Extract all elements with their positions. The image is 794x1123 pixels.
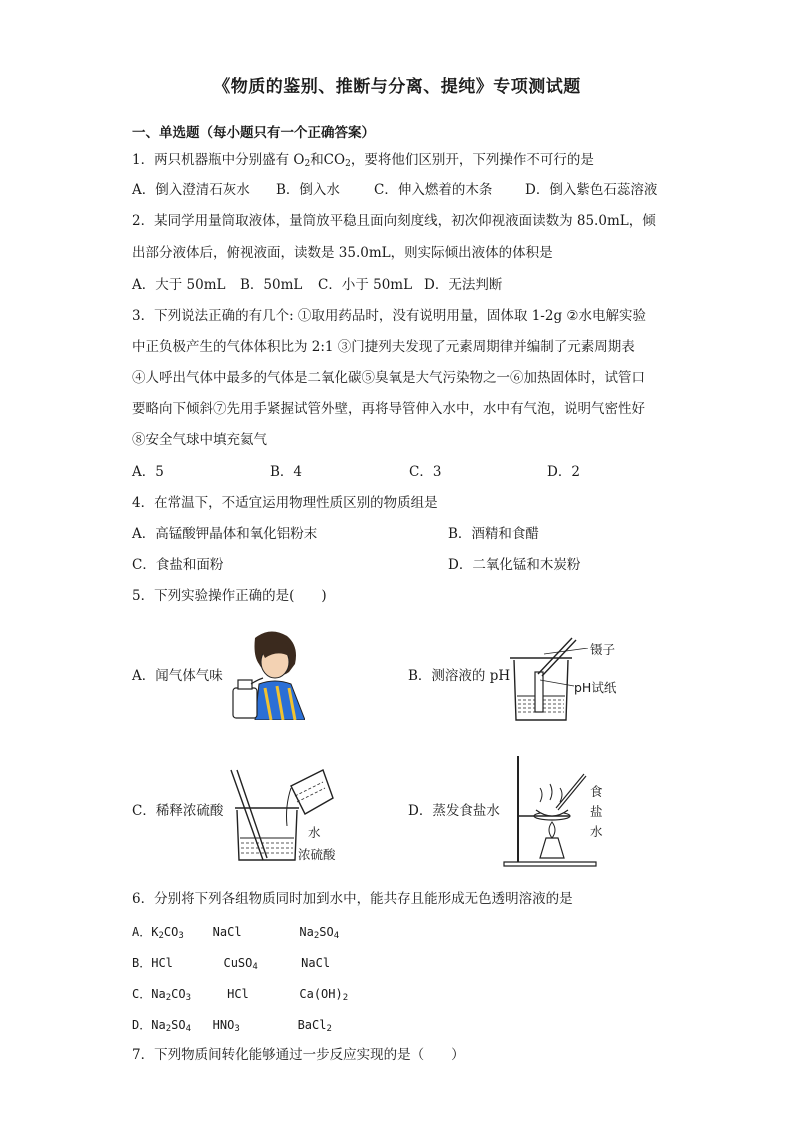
label-water: 水	[308, 825, 321, 840]
label-ph-paper: pH试纸	[574, 680, 617, 695]
alcohol-lamp	[540, 838, 564, 858]
q5-option-b: B．测溶液的 pH	[408, 668, 511, 684]
question-3-line-1: 3．下列说法正确的有几个: ①取用药品时，没有说明用量，固体取 1-2g ②水电解实验	[132, 308, 646, 324]
q4-option-b: B．酒精和食醋	[448, 526, 539, 542]
bottle-shape	[233, 688, 257, 718]
question-2-line-1: 2．某同学用量筒取液体，量筒放平稳且面向刻度线，初次仰视液面读数为 85.0mL，倾	[132, 213, 656, 229]
question-3-line-3: ④人呼出气体中最多的气体是二氧化碳⑤臭氧是大气污染物之一⑥加热固体时，试管口	[132, 370, 645, 386]
question-3-line-5: ⑧安全气球中填充氦气	[132, 432, 267, 448]
q2-option-c: C．小于 50mL	[318, 277, 413, 293]
q3-option-a: A．5	[132, 464, 164, 480]
page-title: 《物质的鉴别、推断与分离、提纯》专项测试题	[213, 77, 581, 97]
glass-rod-shape	[556, 774, 586, 810]
q1-option-b: B．倒入水	[276, 182, 340, 198]
q1-option-d: D．倒入紫色石蕊溶液	[525, 182, 658, 198]
steam-lines	[540, 784, 562, 802]
q5-option-d: D．蒸发食盐水	[408, 803, 500, 819]
question-5-stem: 5．下列实验操作正确的是( )	[132, 588, 327, 604]
question-1-stem: 1．两只机器瓶中分别盛有 $O_2$和$CO_2$，要将他们区别开，下列操作不可行的是	[132, 152, 594, 169]
smelling-gas-figure	[225, 628, 305, 720]
glass-rod-shape	[231, 770, 267, 860]
evaporate-salt-figure	[500, 754, 600, 870]
q6-option-d: D．$Na_2SO_4$ $HNO_3$ BaCl$_2$	[132, 1018, 332, 1034]
q6-option-a: A．$K_2CO_3$ NaCl $Na_2SO_4$	[132, 925, 340, 941]
q2-option-a: A．大于 50mL	[132, 277, 226, 293]
flame-shape	[549, 822, 555, 838]
q5-option-c: C．稀释浓硫酸	[132, 803, 224, 819]
label-salt-2: 盐	[590, 804, 603, 819]
label-salt-3: 水	[590, 824, 603, 839]
q6-option-c: C．$Na_2CO_3$ HCl $Ca(OH)_2$	[132, 987, 349, 1003]
label-conc-acid: 浓硫酸	[298, 847, 336, 862]
beaker-shape	[237, 810, 297, 860]
q1-option-a: A．倒入澄清石灰水	[132, 182, 250, 198]
question-4-stem: 4．在常温下，不适宜运用物理性质区别的物质组是	[132, 495, 438, 511]
question-6-stem: 6．分别将下列各组物质同时加到水中，能共存且能形成无色透明溶液的是	[132, 891, 573, 907]
q3-option-c: C．3	[409, 464, 442, 480]
q2-option-b: B．50mL	[240, 277, 303, 293]
q4-option-c: C．食盐和面粉	[132, 557, 224, 573]
question-7-stem: 7．下列物质间转化能够通过一步反应实现的是（ ）	[132, 1047, 465, 1063]
q3-option-b: B．4	[270, 464, 303, 480]
q6-option-b: B．HCl CuSO$_4$ NaCl	[132, 956, 331, 972]
q4-option-d: D．二氧化锰和木炭粉	[448, 557, 581, 573]
iron-stand-base	[504, 862, 596, 866]
q2-option-d: D．无法判断	[424, 277, 503, 293]
section-heading: 一、单选题（每小题只有一个正确答案）	[132, 125, 375, 141]
q5-option-a: A．闻气体气味	[132, 668, 223, 684]
evaporating-dish	[536, 810, 568, 816]
question-3-line-4: 要略向下倾斜⑦先用手紧握试管外壁，再将导管伸入水中，水中有气泡，说明气密性好	[132, 401, 645, 417]
q1-option-c: C．伸入燃着的木条	[374, 182, 493, 198]
question-2-line-2: 出部分液体后，俯视液面，读数是 35.0mL，则实际倾出液体的体积是	[132, 245, 553, 261]
label-tweezers: 镊子	[590, 642, 616, 657]
question-3-line-2: 中正负极产生的气体体积比为 2:1 ③门捷列夫发现了元素周期律并编制了元素周期表	[132, 339, 635, 355]
q3-option-d: D．2	[547, 464, 580, 480]
q4-option-a: A．高锰酸钾晶体和氧化铝粉末	[132, 526, 318, 542]
label-salt-1: 食	[590, 784, 603, 799]
